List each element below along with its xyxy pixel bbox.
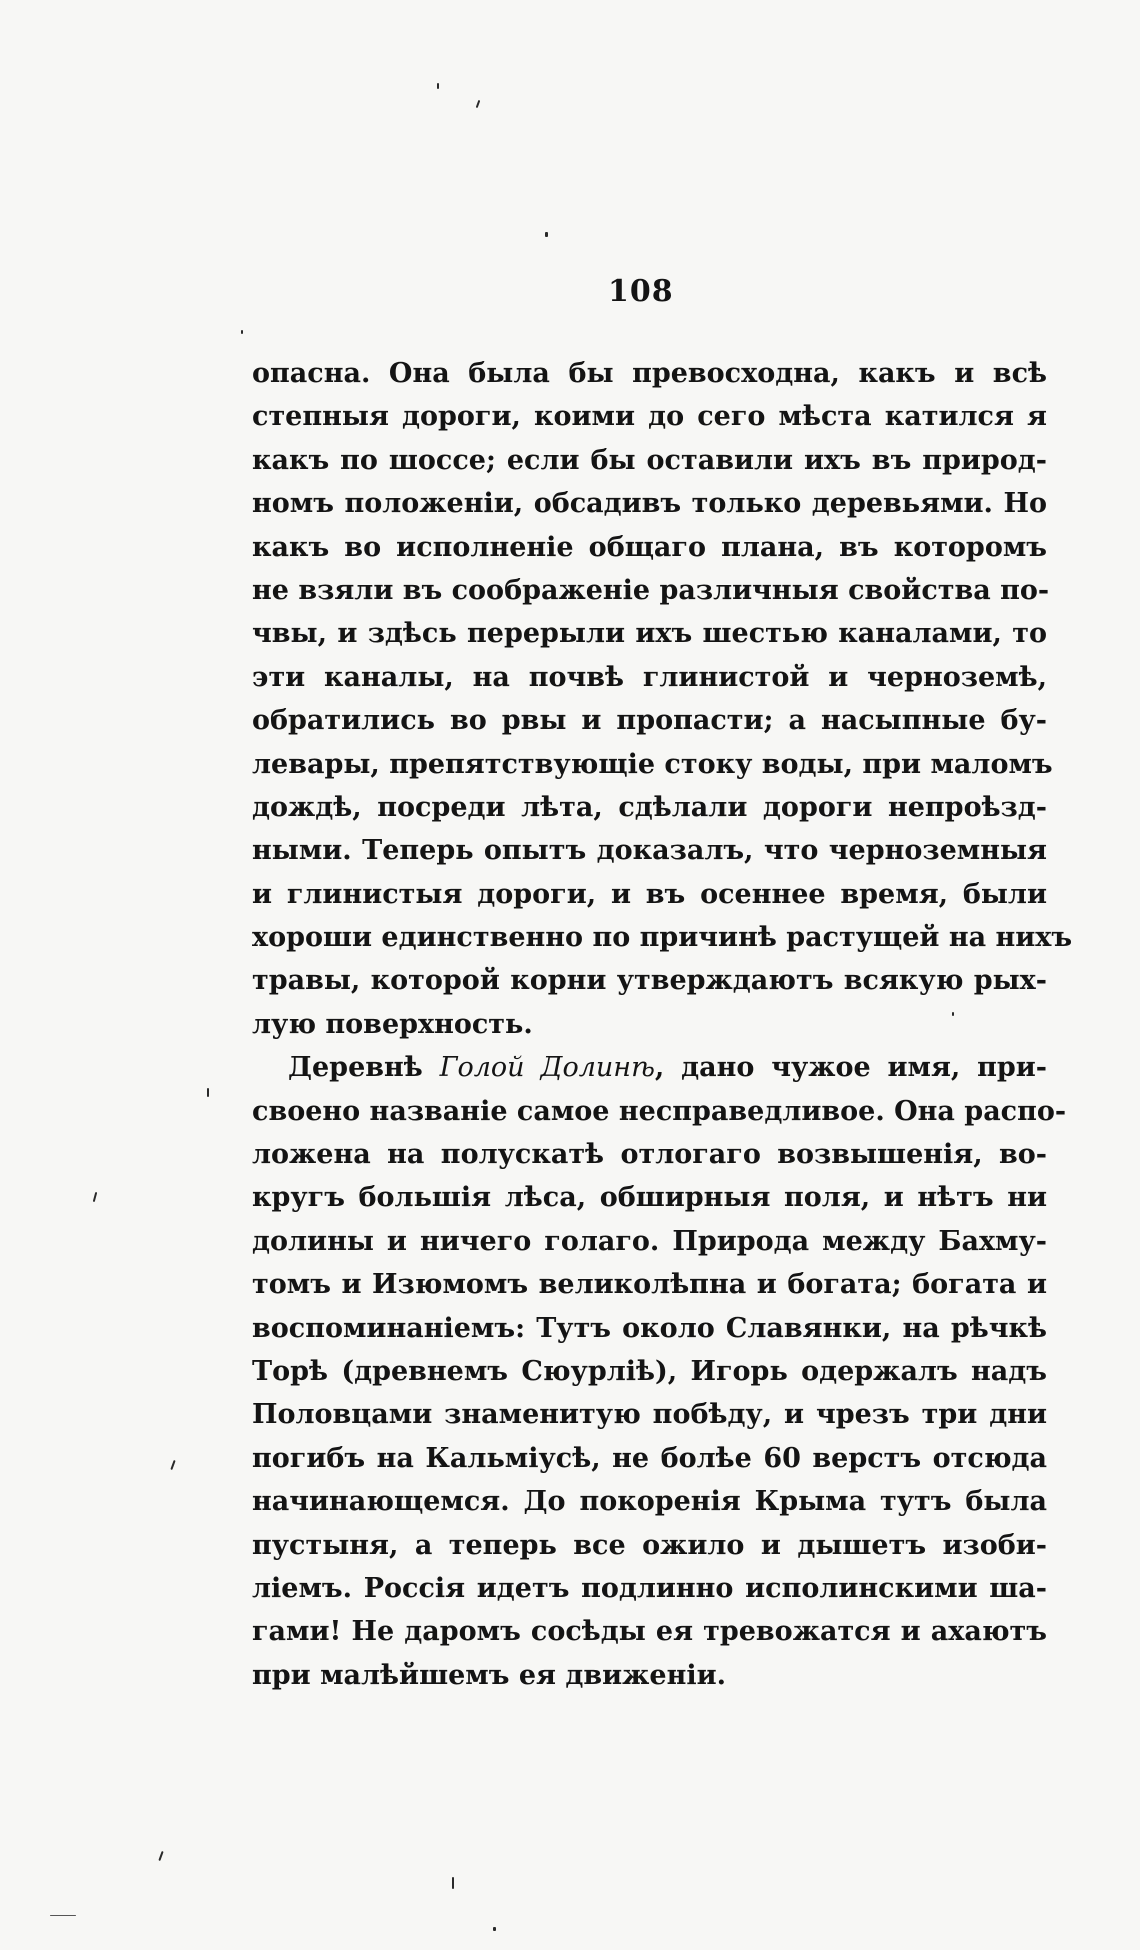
scan-speck xyxy=(207,1088,209,1097)
text-line: долины и ничего голаго. Природа между Бахму- xyxy=(252,1225,1047,1257)
scan-speck xyxy=(437,83,439,89)
scan-speck xyxy=(476,100,481,108)
text-line: степныя дороги, коими до сего мѣста катился я xyxy=(252,401,1047,433)
body-text xyxy=(252,352,1073,1697)
scan-speck xyxy=(170,1460,175,1470)
text-line: лую поверхность. xyxy=(252,1008,533,1040)
text-line: номъ положенiи, обсадивъ только деревьями. Но xyxy=(252,488,1047,520)
text-line: чвы, и здѣсь перерыли ихъ шестью каналами, то xyxy=(252,618,1047,650)
text-line: хороши единственно по причинѣ растущей на нихъ xyxy=(252,922,1073,954)
text-line: пустыня, а теперь все ожило и дышетъ изоби- xyxy=(252,1529,1047,1561)
scan-speck xyxy=(50,1915,76,1916)
paragraph-2 xyxy=(252,1046,1067,1697)
scan-speck xyxy=(158,1851,163,1861)
text-line: травы, которой корни утверждаютъ всякую рых- xyxy=(252,965,1047,997)
text-line: воспоминанiемъ: Тутъ около Славянки, на рѣчкѣ xyxy=(252,1312,1047,1344)
text-line: своено названiе самое несправедливое. Она распо- xyxy=(252,1095,1067,1127)
text-line: дождѣ, посреди лѣта, сдѣлали дороги непроѣзд- xyxy=(252,791,1047,823)
text-line: гами! Не даромъ сосѣды ея тревожатся и ахаютъ xyxy=(252,1616,1047,1648)
scan-speck xyxy=(452,1877,454,1889)
text-line: какъ по шоссе; если бы оставили ихъ въ природ- xyxy=(252,444,1047,476)
scan-speck xyxy=(493,1927,496,1931)
paragraph-1 xyxy=(252,352,1073,1046)
text-line: погибъ на Кальмiусѣ, не болѣе 60 верстъ отсюда xyxy=(252,1442,1047,1474)
text-line: лiемъ. Россiя идетъ подлинно исполинскими ша- xyxy=(252,1572,1047,1604)
text-line: и глинистыя дороги, и въ осеннее время, были xyxy=(252,878,1047,910)
text-line: какъ во исполненiе общаго плана, въ которомъ xyxy=(252,531,1047,563)
village-name-italic: Голой Долинѣ xyxy=(439,1052,655,1084)
text-line: кругъ большiя лѣса, обширныя поля, и нѣтъ ни xyxy=(252,1182,1047,1214)
text-line: ными. Теперь опытъ доказалъ, что черноземныя xyxy=(252,835,1047,867)
text-line: Торѣ (древнемъ Сюурлiѣ), Игорь одержалъ надъ xyxy=(252,1355,1047,1387)
text-line: Половцами знаменитую побѣду, и чрезъ три дни xyxy=(252,1399,1047,1431)
scan-speck xyxy=(93,1192,98,1202)
text-line: обратились во рвы и пропасти; а насыпные бу- xyxy=(252,705,1047,737)
text-line: при малѣйшемъ ея движенiи. xyxy=(252,1659,727,1691)
text-line: ложена на полускатѣ отлогаго возвышенiя, во- xyxy=(252,1139,1047,1171)
page-number: 108 xyxy=(608,274,674,309)
line-start: Деревнѣ xyxy=(288,1052,440,1084)
scan-speck xyxy=(952,1012,954,1016)
scan-speck xyxy=(545,232,548,237)
line-end: , дано чужое имя, при- xyxy=(654,1052,1047,1084)
text-line: эти каналы, на почвѣ глинистой и черноземѣ, xyxy=(252,661,1047,693)
text-line: опасна. Она была бы превосходна, какъ и всѣ xyxy=(252,358,1047,389)
scan-speck xyxy=(241,330,243,334)
text-line-with-italic xyxy=(252,1046,1047,1089)
text-line: левары, препятствующiе стоку воды, при маломъ xyxy=(252,748,1053,780)
text-line: томъ и Изюмомъ великолѣпна и богата; богата и xyxy=(252,1269,1047,1301)
text-line: начинающемся. До покоренiя Крыма тутъ была xyxy=(252,1486,1047,1518)
text-line: не взяли въ соображенiе различныя свойства по- xyxy=(252,574,1050,606)
